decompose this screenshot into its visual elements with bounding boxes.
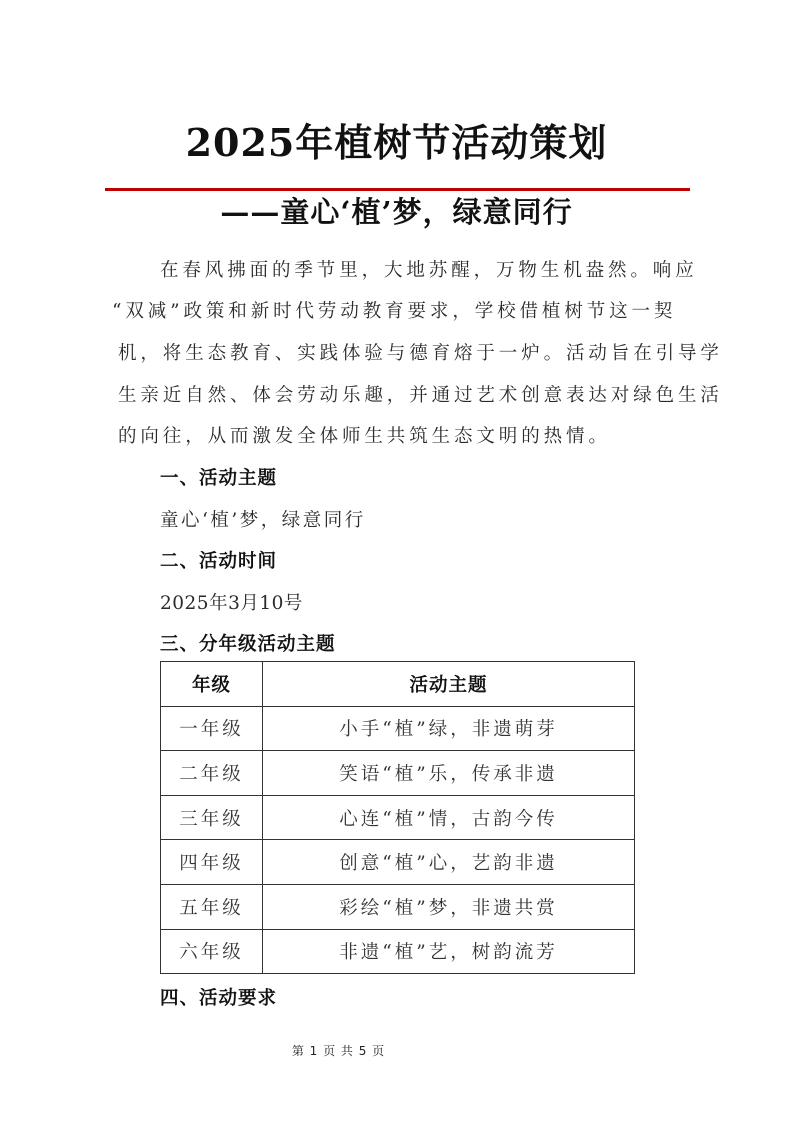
- table-row: [161, 751, 635, 796]
- theme-cell: 心连“植”情，古韵今传: [263, 795, 635, 840]
- intro-line: “双减”政策和新时代劳动教育要求，学校借植树节这一契: [112, 301, 677, 322]
- grade-theme-table: [160, 661, 635, 974]
- document-title: 2025年植树节活动策划: [185, 120, 608, 165]
- grade-cell: 三年级: [161, 795, 263, 840]
- intro-line: 生亲近自然、体会劳动乐趣，并通过艺术创意表达对绿色生活: [118, 385, 723, 406]
- section-heading-requirements: 四、活动要求: [160, 988, 278, 1009]
- table-row: [161, 840, 635, 885]
- theme-cell: 彩绘“植”梦，非遗共赏: [263, 884, 635, 929]
- theme-cell: 非遗“植”艺，树韵流芳: [263, 929, 635, 974]
- document-subtitle: ——童心‘植’梦，绿意同行: [220, 195, 573, 229]
- table-header-grade: 年级: [161, 662, 263, 707]
- section-heading-theme: 一、活动主题: [160, 468, 278, 489]
- intro-line: 的向往，从而激发全体师生共筑生态文明的热情。: [118, 426, 611, 447]
- grade-cell: 一年级: [161, 706, 263, 751]
- section-heading-time: 二、活动时间: [160, 551, 278, 572]
- table-row: [161, 795, 635, 840]
- grade-cell: 二年级: [161, 751, 263, 796]
- section-heading-grade-themes: 三、分年级活动主题: [160, 634, 336, 655]
- table-row: [161, 884, 635, 929]
- theme-cell: 笑语“植”乐，传承非遗: [263, 751, 635, 796]
- table-header-row: [161, 662, 635, 707]
- grade-cell: 六年级: [161, 929, 263, 974]
- intro-line: 在春风拂面的季节里，大地苏醒，万物生机盎然。响应: [160, 260, 698, 281]
- theme-cell: 创意“植”心，艺韵非遗: [263, 840, 635, 885]
- theme-cell: 小手“植”绿，非遗萌芽: [263, 706, 635, 751]
- grade-cell: 四年级: [161, 840, 263, 885]
- table-header-theme: 活动主题: [263, 662, 635, 707]
- page-number-footer: 第 1 页 共 5 页: [291, 1044, 386, 1058]
- section-content-theme: 童心‘植’梦，绿意同行: [160, 510, 366, 531]
- grade-cell: 五年级: [161, 884, 263, 929]
- section-content-time: 2025年3月10号: [160, 593, 303, 614]
- table-row: [161, 929, 635, 974]
- intro-line: 机，将生态教育、实践体验与德育熔于一炉。活动旨在引导学: [118, 343, 723, 364]
- table-row: [161, 706, 635, 751]
